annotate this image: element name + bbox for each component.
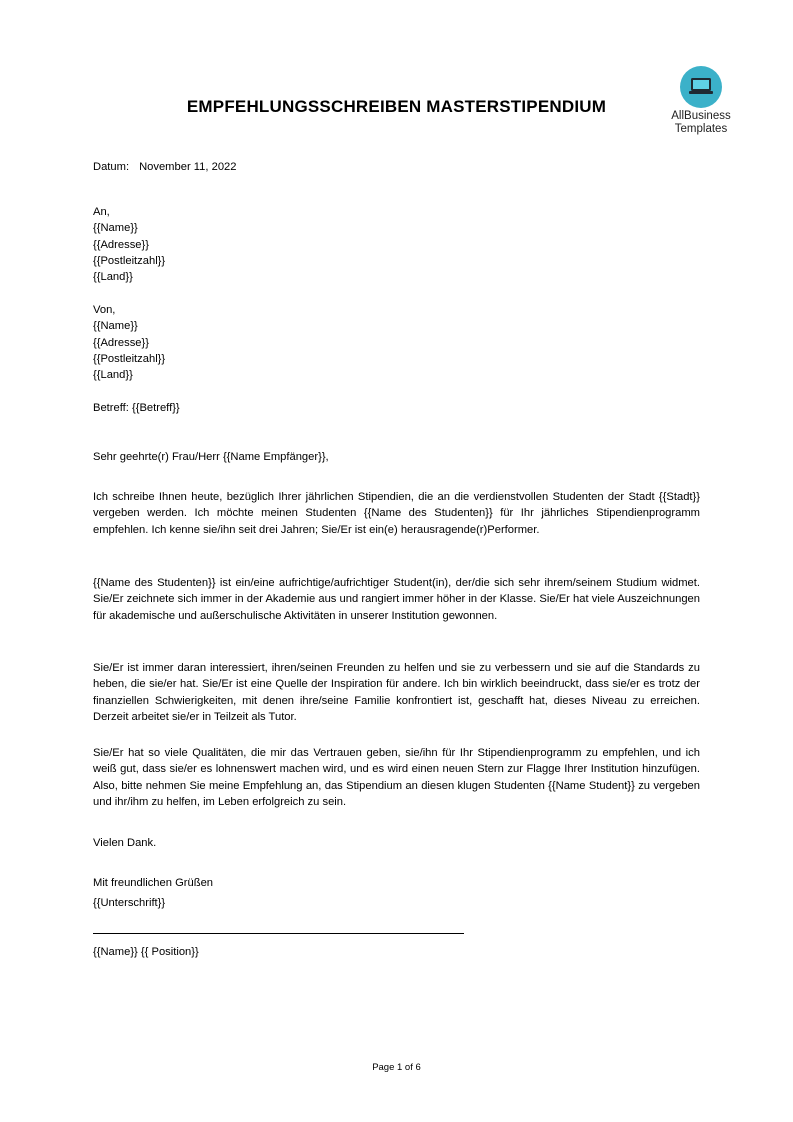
sender-heading: Von, [93,304,116,316]
closing-line: Mit freundlichen Grüßen [93,877,214,889]
subject-line: Betreff: {{Betreff}} [93,402,180,414]
recipient-country: {{Land}} [93,271,133,284]
sender-name: {{Name}} [93,320,138,333]
name-position-line: {{Name}} {{ Position}} [93,946,199,958]
sender-address: {{Adresse}} [93,336,149,349]
paragraph-3: Sie/Er ist immer daran interessiert, ihren/seinen Freunden zu helfen und sie zu verbessern und sie auf die Standards zu heben, die sie/er hat. Sie/Er ist eine Quelle der Inspiration für andere. Ich bin wirklich beeindruckt, dass sie/er es trotz der finanziellen Schwierigkeiten, mit denen ihre/seine Familie konfrontiert ist, geschafft hat, dieses Niveau zu erreichen. Derzeit arbeitet sie/er in Teilzeit als Tutor. [93,662,700,723]
date-label: Datum: [93,161,130,173]
recipient-heading: An, [93,206,110,218]
signature-placeholder: {{Unterschrift}} [93,897,166,909]
sender-block [93,302,700,383]
recipient-postcode: {{Postleitzahl}} [93,254,166,267]
recipient-address: {{Adresse}} [93,238,149,251]
recipient-name: {{Name}} [93,222,138,235]
salutation: Sehr geehrte(r) Frau/Herr {{Name Empfänger}}, [93,451,329,463]
sender-postcode: {{Postleitzahl}} [93,352,166,365]
document-title: EMPFEHLUNGSSCHREIBEN MASTERSTIPENDIUM [186,97,607,116]
date-value: November 11, 2022 [139,161,237,173]
sender-country: {{Land}} [93,369,133,382]
paragraph-4: Sie/Er hat so viele Qualitäten, die mir das Vertrauen geben, sie/ihn für Ihr Stipendienprogramm zu empfehlen, und ich weiß gut, dass sie/er es lohnenswert machen wird, und es wird einen neuen Stern zur Flagge Ihrer Institution hinzufügen. Also, bitte nehmen Sie meine Empfehlung an, das Stipendium an diesen klugen Studenten {{Name Student}} zu vergeben und ihr/ihm zu helfen, im Leben erfolgreich zu sein. [93,747,700,808]
paragraph-1: Ich schreibe Ihnen heute, bezüglich Ihrer jährlichen Stipendien, die an die verdienstvollen Studenten der Stadt {{Stadt}} vergeben werden. Ich möchte meinen Studenten {{Name des Studenten}} für Ihr jährliches Stipendienprogramm empfehlen. Ich kenne sie/ihn seit drei Jahren; Sie/Er ist ein(e) herausragende(r)Performer. [93,491,700,536]
paragraph-2: {{Name des Studenten}} ist ein/eine aufrichtige/aufrichtiger Student(in), der/die sich sehr ihrem/seinem Studium widmet. Sie/Er zeichnete sich immer in der Akademie aus und rangiert immer höher in der Klasse. Sie/Er hat viele Auszeichnungen für akademische und außerschulische Aktivitäten in unserer Institution gewonnen. [93,577,700,622]
logo-text-line1: AllBusiness [671,110,731,122]
date-line [93,159,700,175]
logo-text-line2: Templates [674,123,728,135]
thanks-line: Vielen Dank. [93,837,157,849]
recipient-block [93,204,700,285]
signature-rule [93,933,464,934]
page-footer: Page 1 of 6 [372,1062,421,1073]
